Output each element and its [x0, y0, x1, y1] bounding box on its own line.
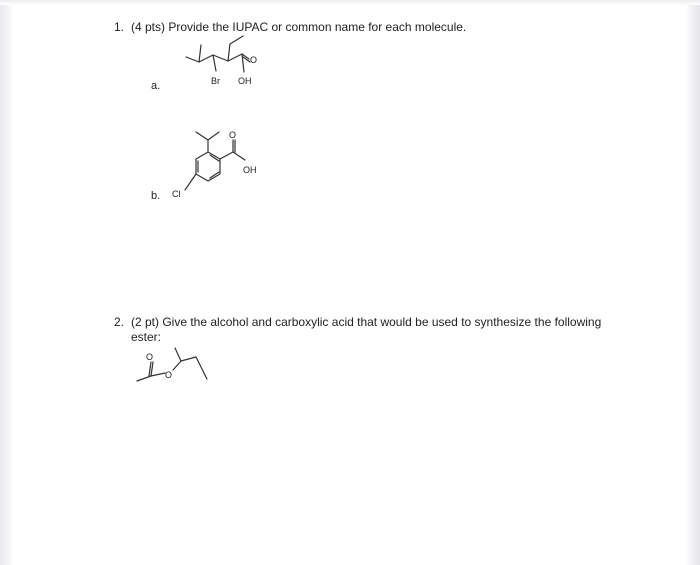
- atom-cl: Cl: [172, 189, 181, 199]
- atom-o-carbonyl: O: [229, 130, 237, 140]
- question-1-number: 1.: [114, 20, 125, 34]
- question-2-text-line-1: (2 pt) Give the alcohol and carboxylic acid that would be used to synthesize the following: [131, 315, 602, 329]
- atom-br: Br: [211, 76, 220, 86]
- part-b-label: b.: [151, 190, 161, 202]
- part-a-label: a.: [151, 80, 161, 92]
- question-2-text-line-2: ester:: [131, 330, 162, 344]
- atom-o-ester: O: [165, 370, 173, 380]
- question-2-number: 2.: [114, 315, 125, 329]
- atom-oh: OH: [243, 165, 257, 175]
- atom-oh: OH: [238, 76, 252, 86]
- atom-o-carbonyl: O: [146, 352, 154, 362]
- atom-o: O: [250, 55, 258, 65]
- question-1-text: (4 pts) Provide the IUPAC or common name for each molecule.: [131, 20, 467, 34]
